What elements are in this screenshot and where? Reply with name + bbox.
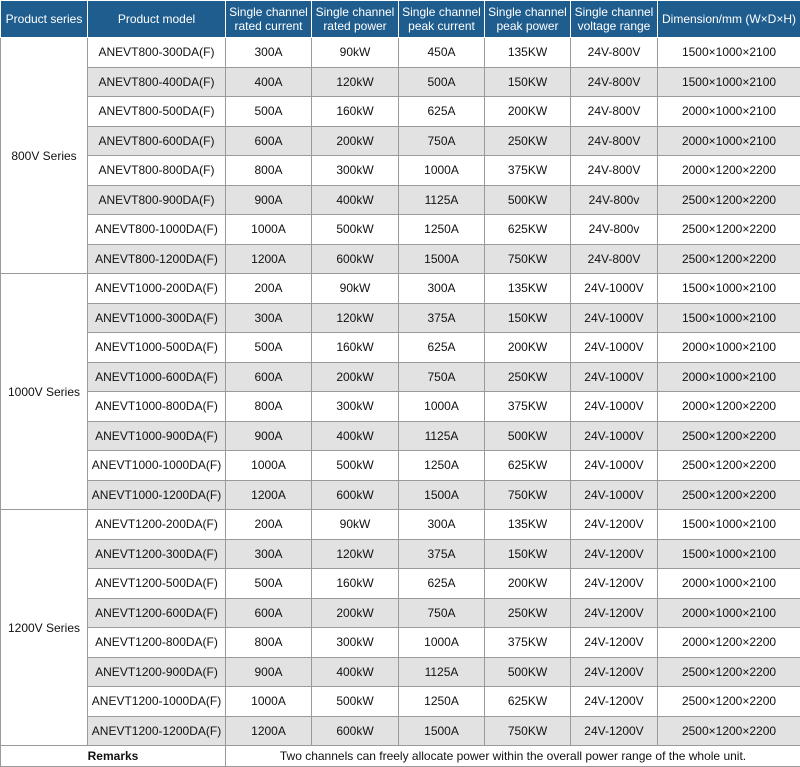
table-row [1, 421, 800, 451]
peak-power-cell: 750KW [485, 480, 571, 510]
peak-power-cell: 250KW [485, 126, 571, 156]
voltage-range-cell: 24V-1200V [571, 716, 658, 746]
table-row [1, 67, 800, 97]
voltage-range-cell: 24V-1200V [571, 598, 658, 628]
rated-power-cell: 400kW [312, 657, 399, 687]
rated-current-cell: 300A [226, 539, 312, 569]
remarks-row [1, 746, 800, 767]
product-model-cell: ANEVT1200-500DA(F) [88, 569, 226, 599]
voltage-range-cell: 24V-800v [571, 185, 658, 215]
table-row [1, 716, 800, 746]
rated-current-cell: 900A [226, 657, 312, 687]
peak-current-cell: 500A [399, 67, 485, 97]
table-row [1, 97, 800, 127]
table-row [1, 510, 800, 540]
peak-power-cell: 375KW [485, 156, 571, 186]
rated-current-cell: 600A [226, 598, 312, 628]
peak-current-cell: 625A [399, 333, 485, 363]
product-model-cell: ANEVT1200-1200DA(F) [88, 716, 226, 746]
product-model-cell: ANEVT800-500DA(F) [88, 97, 226, 127]
product-model-cell: ANEVT800-800DA(F) [88, 156, 226, 186]
header-rated-power: Single channel rated power [312, 1, 399, 38]
peak-power-cell: 500KW [485, 185, 571, 215]
voltage-range-cell: 24V-1000V [571, 451, 658, 481]
product-model-cell: ANEVT1000-1200DA(F) [88, 480, 226, 510]
peak-power-cell: 150KW [485, 67, 571, 97]
peak-power-cell: 150KW [485, 539, 571, 569]
rated-power-cell: 90kW [312, 38, 399, 68]
peak-power-cell: 500KW [485, 657, 571, 687]
peak-current-cell: 1500A [399, 244, 485, 274]
rated-power-cell: 160kW [312, 97, 399, 127]
peak-power-cell: 625KW [485, 451, 571, 481]
header-dimension: Dimension/mm (W×D×H) [658, 1, 800, 38]
dimension-cell: 1500×1000×2100 [658, 539, 800, 569]
rated-power-cell: 200kW [312, 126, 399, 156]
rated-current-cell: 600A [226, 126, 312, 156]
rated-current-cell: 900A [226, 185, 312, 215]
voltage-range-cell: 24V-1000V [571, 303, 658, 333]
rated-current-cell: 1000A [226, 451, 312, 481]
peak-power-cell: 625KW [485, 215, 571, 245]
voltage-range-cell: 24V-1000V [571, 480, 658, 510]
rated-power-cell: 120kW [312, 67, 399, 97]
header-row [1, 1, 800, 38]
dimension-cell: 1500×1000×2100 [658, 274, 800, 304]
peak-current-cell: 1000A [399, 156, 485, 186]
product-model-cell: ANEVT1200-300DA(F) [88, 539, 226, 569]
voltage-range-cell: 24V-1200V [571, 687, 658, 717]
product-model-cell: ANEVT1000-200DA(F) [88, 274, 226, 304]
voltage-range-cell: 24V-1200V [571, 539, 658, 569]
table-row [1, 569, 800, 599]
voltage-range-cell: 24V-1200V [571, 657, 658, 687]
dimension-cell: 2500×1200×2200 [658, 657, 800, 687]
rated-current-cell: 500A [226, 569, 312, 599]
rated-current-cell: 600A [226, 362, 312, 392]
table-row [1, 451, 800, 481]
rated-power-cell: 500kW [312, 215, 399, 245]
header-rated-current: Single channel rated current [226, 1, 312, 38]
product-model-cell: ANEVT800-1000DA(F) [88, 215, 226, 245]
peak-current-cell: 450A [399, 38, 485, 68]
peak-power-cell: 135KW [485, 510, 571, 540]
product-model-cell: ANEVT800-600DA(F) [88, 126, 226, 156]
voltage-range-cell: 24V-800V [571, 67, 658, 97]
table-row [1, 38, 800, 68]
rated-current-cell: 200A [226, 274, 312, 304]
peak-power-cell: 375KW [485, 628, 571, 658]
table-row [1, 126, 800, 156]
rated-current-cell: 800A [226, 156, 312, 186]
rated-current-cell: 800A [226, 392, 312, 422]
voltage-range-cell: 24V-1200V [571, 510, 658, 540]
voltage-range-cell: 24V-1000V [571, 421, 658, 451]
product-model-cell: ANEVT1200-800DA(F) [88, 628, 226, 658]
product-model-cell: ANEVT1200-900DA(F) [88, 657, 226, 687]
rated-power-cell: 90kW [312, 510, 399, 540]
peak-current-cell: 1125A [399, 657, 485, 687]
voltage-range-cell: 24V-1200V [571, 569, 658, 599]
peak-current-cell: 750A [399, 598, 485, 628]
voltage-range-cell: 24V-800V [571, 156, 658, 186]
rated-power-cell: 160kW [312, 333, 399, 363]
header-voltage-range: Single channel voltage range [571, 1, 658, 38]
remarks-text: Two channels can freely allocate power within the overall power range of the whole unit. [226, 746, 800, 767]
product-model-cell: ANEVT1000-1000DA(F) [88, 451, 226, 481]
peak-current-cell: 1250A [399, 215, 485, 245]
voltage-range-cell: 24V-800V [571, 97, 658, 127]
peak-current-cell: 1250A [399, 687, 485, 717]
rated-power-cell: 90kW [312, 274, 399, 304]
rated-current-cell: 1200A [226, 244, 312, 274]
table-row [1, 480, 800, 510]
rated-current-cell: 1200A [226, 716, 312, 746]
peak-power-cell: 200KW [485, 97, 571, 127]
table-row [1, 244, 800, 274]
table-row [1, 598, 800, 628]
remarks-label: Remarks [1, 746, 226, 767]
table-row [1, 333, 800, 363]
voltage-range-cell: 24V-1000V [571, 274, 658, 304]
peak-power-cell: 750KW [485, 244, 571, 274]
rated-power-cell: 120kW [312, 539, 399, 569]
rated-current-cell: 300A [226, 303, 312, 333]
table-row [1, 687, 800, 717]
table-row [1, 274, 800, 304]
rated-current-cell: 300A [226, 38, 312, 68]
table-row [1, 628, 800, 658]
dimension-cell: 2000×1000×2100 [658, 598, 800, 628]
peak-power-cell: 200KW [485, 333, 571, 363]
rated-power-cell: 300kW [312, 156, 399, 186]
rated-current-cell: 1200A [226, 480, 312, 510]
dimension-cell: 2500×1200×2200 [658, 215, 800, 245]
peak-current-cell: 1500A [399, 716, 485, 746]
rated-power-cell: 300kW [312, 392, 399, 422]
product-model-cell: ANEVT1200-1000DA(F) [88, 687, 226, 717]
table-row [1, 362, 800, 392]
peak-power-cell: 375KW [485, 392, 571, 422]
table-row [1, 185, 800, 215]
peak-power-cell: 750KW [485, 716, 571, 746]
product-model-cell: ANEVT1000-800DA(F) [88, 392, 226, 422]
peak-power-cell: 150KW [485, 303, 571, 333]
voltage-range-cell: 24V-1000V [571, 333, 658, 363]
dimension-cell: 2000×1000×2100 [658, 569, 800, 599]
peak-current-cell: 375A [399, 303, 485, 333]
peak-current-cell: 1000A [399, 628, 485, 658]
header-peak-current: Single channel peak current [399, 1, 485, 38]
dimension-cell: 2500×1200×2200 [658, 185, 800, 215]
dimension-cell: 2500×1200×2200 [658, 421, 800, 451]
dimension-cell: 2000×1000×2100 [658, 362, 800, 392]
peak-current-cell: 750A [399, 126, 485, 156]
product-model-cell: ANEVT800-300DA(F) [88, 38, 226, 68]
peak-current-cell: 375A [399, 539, 485, 569]
product-model-cell: ANEVT800-400DA(F) [88, 67, 226, 97]
dimension-cell: 2500×1200×2200 [658, 716, 800, 746]
dimension-cell: 2500×1200×2200 [658, 687, 800, 717]
dimension-cell: 2500×1200×2200 [658, 451, 800, 481]
voltage-range-cell: 24V-1000V [571, 392, 658, 422]
table-row [1, 657, 800, 687]
table-row [1, 303, 800, 333]
dimension-cell: 2000×1000×2100 [658, 333, 800, 363]
header-product-model: Product model [88, 1, 226, 38]
voltage-range-cell: 24V-1000V [571, 362, 658, 392]
product-model-cell: ANEVT1000-900DA(F) [88, 421, 226, 451]
product-model-cell: ANEVT800-1200DA(F) [88, 244, 226, 274]
dimension-cell: 2000×1200×2200 [658, 392, 800, 422]
peak-current-cell: 1125A [399, 421, 485, 451]
voltage-range-cell: 24V-1200V [571, 628, 658, 658]
rated-current-cell: 1000A [226, 215, 312, 245]
peak-power-cell: 625KW [485, 687, 571, 717]
peak-power-cell: 250KW [485, 362, 571, 392]
peak-current-cell: 1500A [399, 480, 485, 510]
rated-current-cell: 1000A [226, 687, 312, 717]
rated-power-cell: 500kW [312, 687, 399, 717]
rated-power-cell: 120kW [312, 303, 399, 333]
peak-power-cell: 135KW [485, 274, 571, 304]
header-product-series: Product series [1, 1, 88, 38]
rated-power-cell: 600kW [312, 716, 399, 746]
dimension-cell: 1500×1000×2100 [658, 303, 800, 333]
rated-power-cell: 400kW [312, 421, 399, 451]
rated-current-cell: 200A [226, 510, 312, 540]
series-label: 1000V Series [1, 274, 88, 510]
peak-current-cell: 1000A [399, 392, 485, 422]
product-model-cell: ANEVT1200-600DA(F) [88, 598, 226, 628]
header-peak-power: Single channel peak power [485, 1, 571, 38]
table-body [1, 38, 800, 746]
peak-current-cell: 750A [399, 362, 485, 392]
series-label: 800V Series [1, 38, 88, 274]
product-model-cell: ANEVT1000-500DA(F) [88, 333, 226, 363]
product-model-cell: ANEVT1000-300DA(F) [88, 303, 226, 333]
rated-power-cell: 200kW [312, 362, 399, 392]
rated-current-cell: 800A [226, 628, 312, 658]
table-row [1, 539, 800, 569]
peak-current-cell: 625A [399, 569, 485, 599]
rated-power-cell: 160kW [312, 569, 399, 599]
voltage-range-cell: 24V-800v [571, 215, 658, 245]
peak-current-cell: 300A [399, 274, 485, 304]
peak-current-cell: 1125A [399, 185, 485, 215]
product-model-cell: ANEVT1200-200DA(F) [88, 510, 226, 540]
dimension-cell: 2000×1200×2200 [658, 156, 800, 186]
peak-current-cell: 300A [399, 510, 485, 540]
dimension-cell: 2500×1200×2200 [658, 480, 800, 510]
rated-current-cell: 900A [226, 421, 312, 451]
dimension-cell: 2500×1200×2200 [658, 244, 800, 274]
product-model-cell: ANEVT1000-600DA(F) [88, 362, 226, 392]
rated-power-cell: 200kW [312, 598, 399, 628]
rated-power-cell: 300kW [312, 628, 399, 658]
rated-current-cell: 400A [226, 67, 312, 97]
dimension-cell: 2000×1000×2100 [658, 126, 800, 156]
rated-power-cell: 600kW [312, 480, 399, 510]
dimension-cell: 2000×1200×2200 [658, 628, 800, 658]
peak-power-cell: 250KW [485, 598, 571, 628]
peak-power-cell: 135KW [485, 38, 571, 68]
table-row [1, 156, 800, 186]
voltage-range-cell: 24V-800V [571, 244, 658, 274]
rated-current-cell: 500A [226, 97, 312, 127]
rated-power-cell: 500kW [312, 451, 399, 481]
peak-current-cell: 625A [399, 97, 485, 127]
dimension-cell: 1500×1000×2100 [658, 67, 800, 97]
voltage-range-cell: 24V-800V [571, 126, 658, 156]
product-model-cell: ANEVT800-900DA(F) [88, 185, 226, 215]
rated-current-cell: 500A [226, 333, 312, 363]
table-row [1, 215, 800, 245]
peak-power-cell: 200KW [485, 569, 571, 599]
dimension-cell: 2000×1000×2100 [658, 97, 800, 127]
voltage-range-cell: 24V-800V [571, 38, 658, 68]
series-label: 1200V Series [1, 510, 88, 746]
peak-current-cell: 1250A [399, 451, 485, 481]
dimension-cell: 1500×1000×2100 [658, 510, 800, 540]
rated-power-cell: 600kW [312, 244, 399, 274]
rated-power-cell: 400kW [312, 185, 399, 215]
peak-power-cell: 500KW [485, 421, 571, 451]
dimension-cell: 1500×1000×2100 [658, 38, 800, 68]
table-row [1, 392, 800, 422]
